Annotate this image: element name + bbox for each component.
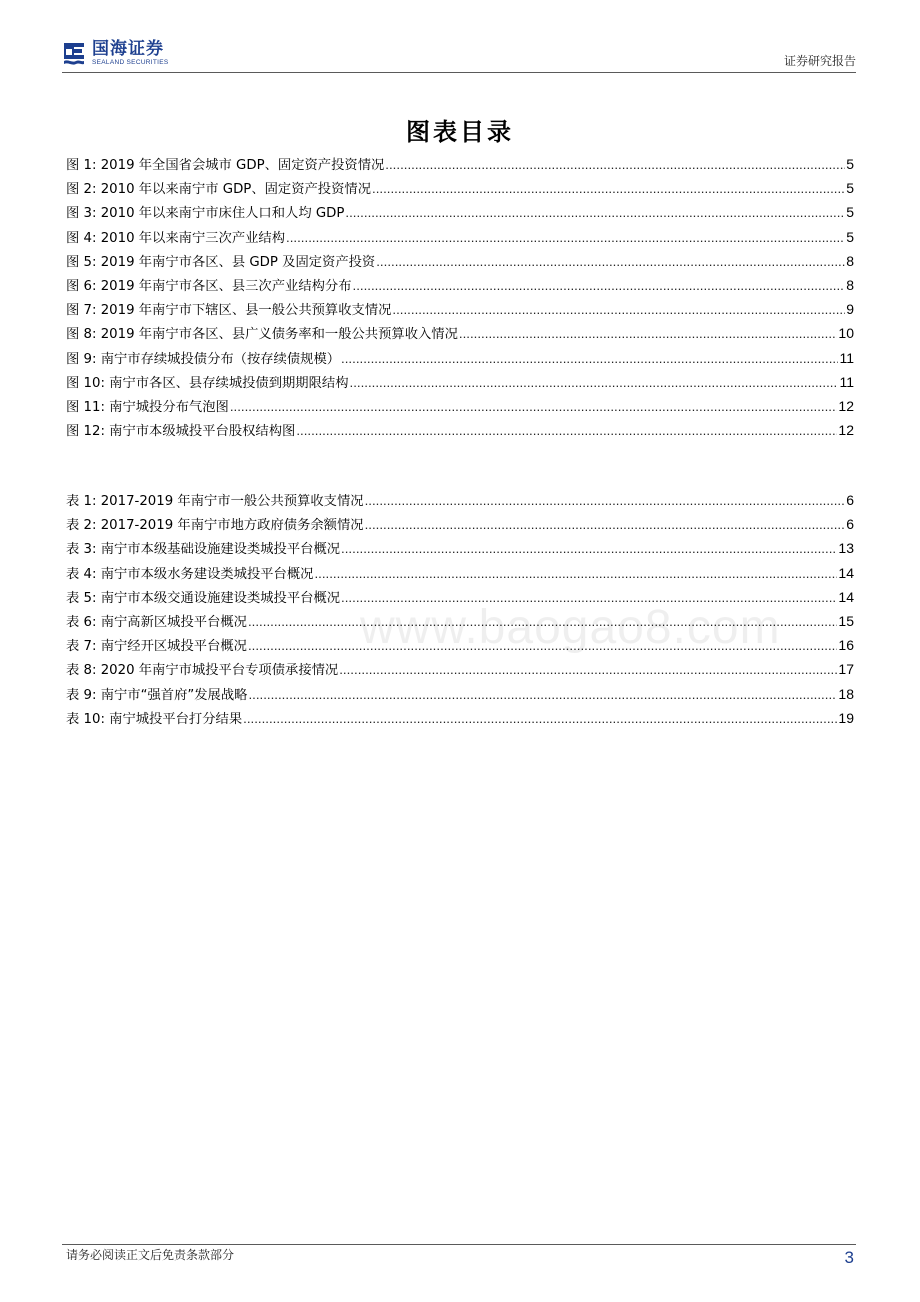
toc-entry-page: 5 [846, 156, 854, 172]
toc-leader-dots [372, 181, 845, 196]
toc-leader-dots [248, 687, 837, 702]
toc-entry-label: 图 10: 南宁市各区、县存续城投债到期期限结构 [66, 375, 349, 391]
toc-entry-page: 14 [838, 564, 854, 581]
header-divider [62, 72, 856, 73]
toc-entry-page: 5 [846, 204, 854, 221]
toc-leader-dots [376, 254, 845, 269]
toc-entry[interactable] [66, 178, 854, 202]
toc-entry-label: 图 11: 南宁城投分布气泡图 [66, 399, 229, 415]
toc-entry-label: 表 8: 2020 年南宁市城投平台专项债承接情况 [66, 663, 339, 679]
toc-leader-dots [341, 351, 838, 366]
toc-entry[interactable] [66, 372, 854, 396]
toc-entry-label: 表 7: 南宁经开区城投平台概况 [66, 639, 247, 655]
toc-entry-page: 6 [846, 516, 854, 533]
toc-leader-dots [286, 230, 845, 245]
toc-entry-page: 11 [839, 373, 854, 390]
toc-entry-page: 5 [846, 228, 854, 245]
watermark: www.baogao8.com [360, 601, 781, 654]
page-number: 3 [844, 1248, 854, 1267]
toc-entry[interactable] [66, 538, 854, 562]
toc-entry-page: 17 [838, 661, 854, 678]
toc-entry[interactable] [66, 396, 854, 420]
toc-leader-dots [353, 278, 846, 293]
toc-entry-label: 图 4: 2010 年以来南宁三次产业结构 [66, 230, 286, 246]
toc-entry[interactable] [66, 251, 854, 275]
toc-entry-label: 图 12: 南宁市本级城投平台股权结构图 [66, 424, 296, 440]
toc-leader-dots [314, 566, 837, 581]
footer-disclaimer: 请务必阅读正文后免责条款部分 [66, 1248, 235, 1262]
toc-entry[interactable] [66, 202, 854, 226]
toc-entry-label: 表 4: 南宁市本级水务建设类城投平台概况 [66, 566, 314, 582]
toc-entry-page: 13 [838, 540, 854, 557]
toc-entry-label: 图 1: 2019 年全国省会城市 GDP、固定资产投资情况 [66, 158, 385, 173]
toc-entry[interactable] [66, 514, 854, 538]
toc-entry-label: 图 3: 2010 年以来南宁市床住人口和人均 GDP [66, 206, 345, 222]
toc-entry-label: 表 2: 2017-2019 年南宁市地方政府债务余额情况 [66, 518, 364, 534]
toc-entry-label: 表 6: 南宁高新区城投平台概况 [66, 614, 247, 630]
toc-entry-page: 19 [838, 709, 854, 726]
toc-entry-label: 图 2: 2010 年以来南宁市 GDP、固定资产投资情况 [66, 182, 371, 198]
toc-entry-page: 18 [838, 685, 854, 702]
toc-entry-page: 15 [838, 612, 854, 629]
toc-entry[interactable] [66, 708, 854, 732]
toc-leader-dots [341, 541, 837, 556]
toc-entry-label: 图 9: 南宁市存续城投债分布（按存续债规模） [66, 351, 341, 367]
toc-entry-label: 图 5: 2019 年南宁市各区、县 GDP 及固定资产投资 [66, 254, 376, 270]
toc-entry-page: 16 [838, 637, 854, 654]
toc-leader-dots [365, 517, 846, 532]
toc-entry-page: 9 [846, 301, 854, 318]
sealand-logo [62, 40, 169, 70]
toc-entry[interactable] [66, 563, 854, 587]
toc-entry-label: 表 9: 南宁市“强首府”发展战略 [66, 687, 248, 703]
toc-entry[interactable] [66, 154, 854, 178]
toc-leader-dots [350, 375, 839, 390]
toc-entry[interactable] [66, 323, 854, 347]
toc-entry[interactable] [66, 275, 854, 299]
toc-leader-dots [296, 423, 837, 438]
toc-entry-label: 表 3: 南宁市本级基础设施建设类城投平台概况 [66, 542, 341, 558]
toc-entry-page: 10 [838, 325, 854, 342]
toc-entry-label: 表 1: 2017-2019 年南宁市一般公共预算收支情况 [66, 494, 364, 509]
toc-leader-dots [365, 493, 846, 508]
toc-entry[interactable] [66, 348, 854, 372]
toc-entry[interactable] [66, 490, 854, 514]
toc-leader-dots [339, 662, 837, 677]
toc-entry-page: 8 [846, 252, 854, 269]
toc-entry[interactable] [66, 420, 854, 444]
report-type: 证券研究报告 [783, 54, 856, 68]
page-title: 图表目录 [406, 118, 514, 146]
toc-entry[interactable] [66, 299, 854, 323]
footer-divider [62, 1244, 856, 1245]
brand-name-cn: 国海证券 [92, 39, 164, 59]
toc-leader-dots [230, 399, 838, 414]
toc-entry-page: 11 [839, 349, 854, 366]
toc-entry[interactable] [66, 659, 854, 683]
toc-entry-page: 12 [838, 422, 854, 439]
toc-entry-label: 表 5: 南宁市本级交通设施建设类城投平台概况 [66, 590, 341, 606]
toc-entry-page: 12 [838, 397, 854, 414]
sealand-logo-icon [62, 40, 86, 66]
figure-list [66, 154, 854, 444]
toc-leader-dots [392, 302, 845, 317]
toc-entry[interactable] [66, 227, 854, 251]
toc-entry-page: 8 [846, 276, 854, 293]
toc-entry-page: 14 [838, 588, 854, 605]
toc-leader-dots [385, 157, 845, 172]
toc-leader-dots [459, 326, 838, 341]
toc-entry-page: 5 [846, 180, 854, 197]
toc-leader-dots [243, 711, 837, 726]
brand-name-en: SEALAND SECURITIES [92, 59, 169, 66]
toc-entry-label: 图 7: 2019 年南宁市下辖区、县一般公共预算收支情况 [66, 303, 392, 319]
toc-entry-page: 6 [846, 492, 854, 508]
toc-entry-label: 图 6: 2019 年南宁市各区、县三次产业结构分布 [66, 278, 352, 294]
page-header [62, 36, 856, 72]
toc-leader-dots [345, 205, 845, 220]
toc-entry-label: 图 8: 2019 年南宁市各区、县广义债务率和一般公共预算收入情况 [66, 327, 458, 343]
toc-entry-label: 表 10: 南宁城投平台打分结果 [66, 711, 243, 727]
toc-entry[interactable] [66, 684, 854, 708]
